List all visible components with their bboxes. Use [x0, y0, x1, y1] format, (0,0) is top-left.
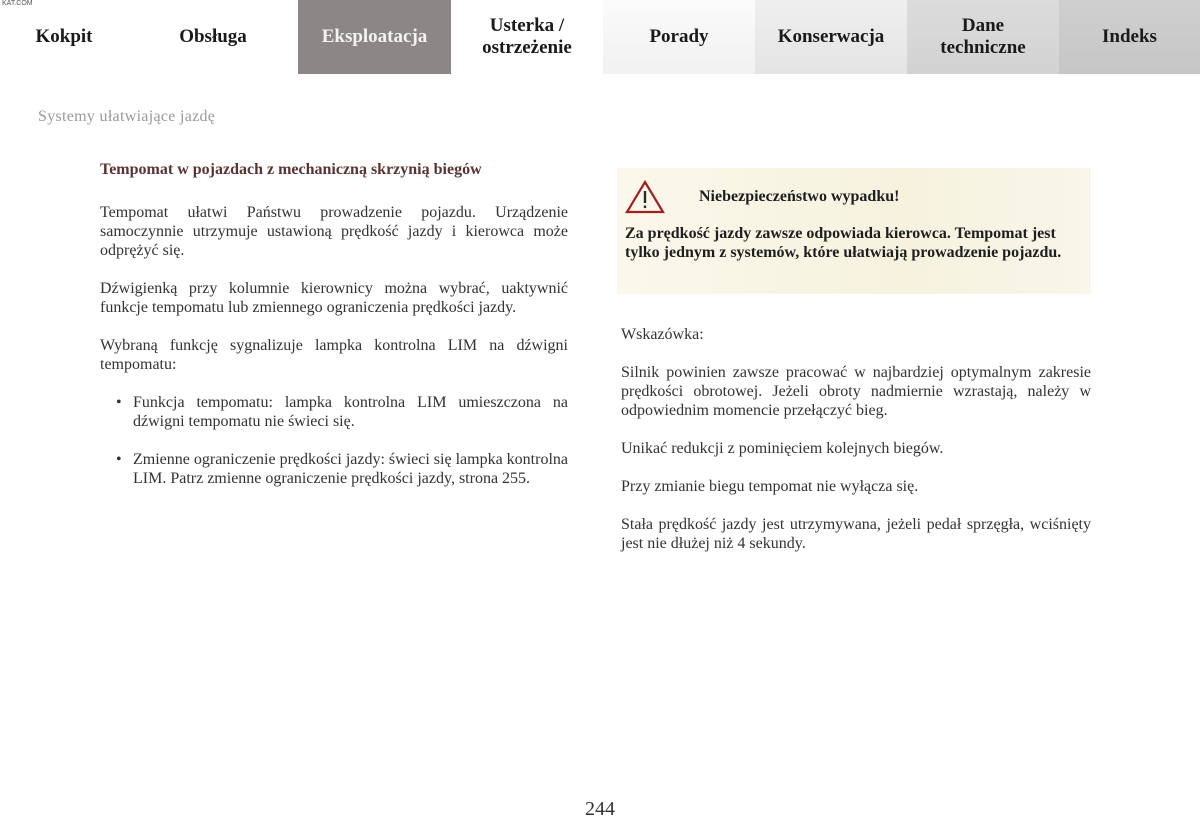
list-item — [100, 393, 568, 431]
list-item-text: Funkcja tempomatu: lampka kontrolna LIM umieszczona na dźwigni tempomatu nie świeci się. — [133, 394, 568, 430]
warning-header — [625, 180, 1083, 214]
warning-triangle-icon — [625, 180, 665, 214]
tab-obsluga[interactable]: Obsługa — [179, 26, 247, 47]
paragraph-engine-speed: Silnik powinien zawsze pracować w najbardziej optymalnym zakresie prędkości obrotowej. Jeżeli obroty nadmiernie wzrastają, należy w odpowiednim momencie przełączyć bieg. — [621, 364, 1091, 419]
tab-kokpit[interactable]: Kokpit — [35, 26, 93, 47]
section-title: Systemy ułatwiające jazdę — [38, 108, 216, 125]
paragraph-intro: Tempomat ułatwi Państwu prowadzenie pojazdu. Urządzenie samoczynnie utrzymuje ustawioną prędkość jazdy i kierowca może odprężyć się. — [100, 204, 568, 259]
tab-dane-techniczne[interactable]: Dane techniczne — [907, 0, 1059, 74]
left-column — [100, 160, 568, 507]
paragraph-lever: Dźwigienką przy kolumnie kierownicy można wybrać, uaktywnić funkcje tempomatu lub zmiennego ograniczenia prędkości jazdy. — [100, 280, 568, 316]
warning-body: Za prędkość jazdy zawsze odpowiada kierowca. Tempomat jest tylko jednym z systemów, które ułatwiają prowadzenie pojazdu. — [625, 225, 1062, 261]
tab-porady[interactable]: Porady — [603, 0, 755, 74]
page-number: 244 — [585, 798, 615, 820]
paragraph-lamp: Wybraną funkcję sygnalizuje lampka kontrolna LIM na dźwigni tempomatu: — [100, 337, 568, 373]
warning-box — [617, 168, 1091, 294]
tab-konserwacja[interactable]: Konserwacja — [755, 0, 907, 74]
bullet-icon: • — [116, 394, 122, 411]
bullet-icon: • — [116, 451, 122, 468]
paragraph-downshift: Unikać redukcji z pominięciem kolejnych biegów. — [621, 440, 944, 457]
tab-indeks[interactable]: Indeks — [1059, 0, 1200, 74]
paragraph-clutch: Stała prędkość jazdy jest utrzymywana, jeżeli pedał sprzęgła, wciśnięty jest nie dłużej niż 4 sekundy. — [621, 516, 1091, 552]
article-heading: Tempomat w pojazdach z mechaniczną skrzynią biegów — [100, 161, 482, 178]
list-item — [100, 450, 568, 488]
list-item-text: Zmienne ograniczenie prędkości jazdy: świeci się lampka kontrolna LIM. Patrz zmienne ograniczenie prędkości jazdy, strona 255. — [133, 451, 568, 487]
paragraph-gear-change: Przy zmianie biegu tempomat nie wyłącza się. — [621, 478, 919, 495]
note-label: Wskazówka: — [621, 326, 704, 343]
tab-eksploatacja[interactable]: Eksploatacja — [298, 0, 451, 74]
warning-title: Niebezpieczeństwo wypadku! — [699, 188, 900, 205]
chapter-tabs — [0, 0, 1200, 74]
watermark: KAT.COM — [2, 0, 33, 7]
tab-usterka-ostrzezenie[interactable]: Usterka / ostrzeżenie — [482, 15, 572, 58]
right-column — [621, 325, 1091, 572]
